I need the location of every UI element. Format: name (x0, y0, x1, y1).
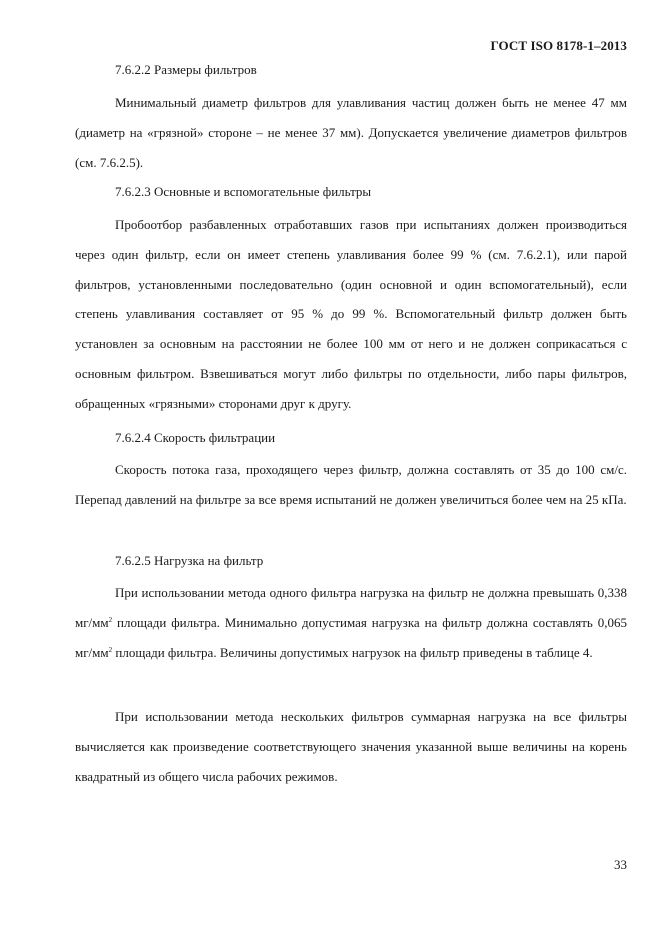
section-heading-7-6-2-4: 7.6.2.4 Скорость фильтрации (115, 430, 276, 445)
page-number: 33 (614, 857, 627, 872)
paragraph-text (75, 578, 627, 667)
section-paragraph-7-6-2-5-multi-filter (75, 702, 627, 791)
document-code: ГОСТ ISO 8178-1–2013 (490, 38, 627, 53)
text-run: При использовании метода одного фильтра нагрузка на фильтр не должна превышать 0,338 мг/мм (75, 585, 627, 630)
superscript: 2 (108, 645, 113, 654)
section-paragraph-7-6-2-4 (75, 455, 627, 515)
text-run: площади фильтра. Величины допустимых нагрузок на фильтр приведены в таблице 4. (112, 644, 593, 660)
section-heading-7-6-2-3: 7.6.2.3 Основные и вспомогательные фильтры (115, 184, 372, 199)
section-heading-7-6-2-5: 7.6.2.5 Нагрузка на фильтр (115, 553, 264, 568)
section-heading-7-6-2-2: 7.6.2.2 Размеры фильтров (115, 62, 257, 77)
superscript: 2 (108, 615, 113, 624)
paragraph-text: При использовании метода нескольких фильтров суммарная нагрузка на все фильтры вычисляется как произведение соответствующего значения указанной выше величины на корень квадратный из общего числа рабочих режимов. (75, 709, 627, 784)
paragraph-text: Скорость потока газа, проходящего через фильтр, должна составлять от 35 до 100 см/с. Перепад давлений на фильтре за все время испытаний не должен увеличиться более чем на 25 кПа. (75, 462, 627, 507)
paragraph-text: Минимальный диаметр фильтров для улавливания частиц должен быть не менее 47 мм (диаметр на «грязной» стороне – не менее 37 мм). Допускается увеличение диаметров фильтров (см. 7.6.2.5). (75, 95, 627, 170)
paragraph-text: Пробоотбор разбавленных отработавших газов при испытаниях должен производиться через один фильтр, если он имеет степень улавливания более 99 % (см. 7.6.2.1), или парой фильтров, установленными последовательно (один основной и один вспомогательный), если степень улавливания составляет от 95 % до 99 %. Вспомогательный фильтр должен быть установлен за основным на расстоянии не более 100 мм от него и не должен соприкасаться с основным фильтром. Взвешиваться могут либо фильтры по отдельности, либо пары фильтров, обращенных «грязными» сторонами друг к другу. (75, 217, 627, 411)
section-paragraph-7-6-2-2 (75, 88, 627, 177)
section-paragraph-7-6-2-5-single-filter (75, 578, 627, 667)
text-run: площади фильтра. Минимально допустимая нагрузка на фильтр должна составлять 0,065 мг/мм (75, 614, 627, 660)
section-paragraph-7-6-2-3 (75, 210, 627, 419)
